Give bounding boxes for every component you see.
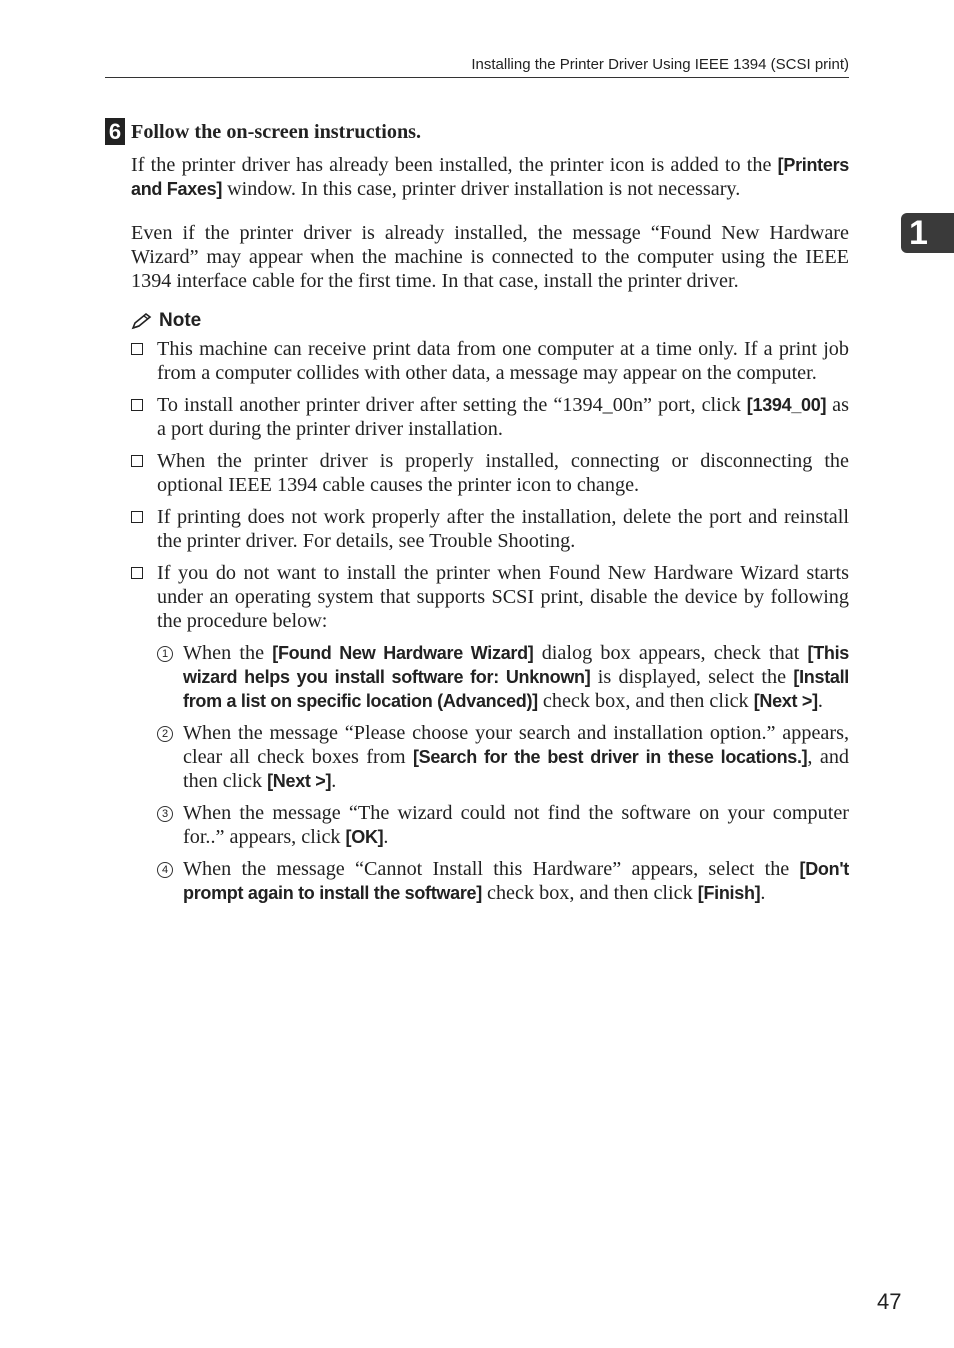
text: , and then click: [183, 746, 850, 793]
paragraph-already-installed: [131, 153, 849, 201]
procedure-text: [183, 641, 849, 713]
ui-label-search-best-driver: [Search for the best driver in these locations.]: [412, 747, 808, 768]
text: check box, and then click: [481, 882, 698, 905]
running-header: [105, 56, 849, 78]
note-heading: [131, 309, 849, 333]
step-heading: [105, 118, 849, 145]
note-item: [131, 505, 849, 553]
note-item: [131, 561, 849, 633]
procedure-text: [183, 801, 849, 849]
procedure-step: [157, 801, 849, 849]
text: is displayed, select the: [590, 666, 794, 689]
ui-label-1394-00: [1394_00]: [746, 395, 827, 416]
ui-label-printers-and-faxes: [Printers and Faxes]: [131, 155, 849, 199]
text: .: [760, 882, 766, 905]
text: as a port during the printer driver installation.: [157, 394, 849, 441]
circled-number-icon: 2: [157, 726, 173, 742]
note-title: Note: [159, 310, 202, 332]
note-text: If you do not want to install the printer when Found New Hardware Wizard starts under an operating system that supports SCSI print, disable the device by following the procedure below:: [157, 562, 849, 633]
ui-label-dont-prompt-again: [Don't prompt again to install the software]: [183, 859, 849, 904]
text: .: [383, 826, 389, 849]
procedure-step: [157, 857, 849, 905]
checkbox-bullet-icon: [131, 399, 143, 411]
checkbox-bullet-icon: [131, 455, 143, 467]
note-item: [131, 393, 849, 441]
circled-number-icon: 3: [157, 806, 173, 822]
checkbox-bullet-icon: [131, 343, 143, 355]
pencil-icon: [131, 312, 155, 330]
note-text: This machine can receive print data from one computer at a time only. If a print job from a computer collides with other data, a message may appear on the computer.: [157, 338, 849, 385]
ui-label-finish: [Finish]: [697, 883, 761, 904]
note-text: [157, 393, 849, 441]
text: If the printer driver has already been installed, the printer icon is added to the: [131, 154, 778, 176]
text: window. In this case, printer driver installation is not necessary.: [222, 178, 741, 200]
procedure-text: [183, 721, 849, 793]
ui-label-found-new-hardware-wizard: [Found New Hardware Wizard]: [272, 643, 534, 664]
text: .: [817, 690, 823, 713]
ui-label-next: [Next >]: [753, 691, 818, 712]
ui-label-ok: [OK]: [345, 827, 384, 848]
ui-label-install-from-list: [Install from a list on specific location (Advanced)]: [183, 667, 849, 712]
text: check box, and then click: [537, 690, 754, 713]
text: When the message “Please choose your search and installation option.” appears, clear all check boxes from: [183, 722, 849, 769]
ui-label-next: [Next >]: [267, 771, 332, 792]
text: When the: [183, 642, 273, 665]
note-text: When the printer driver is properly installed, connecting or disconnecting the optional IEEE 1394 cable causes the printer icon to change.: [157, 450, 849, 497]
text: When the message “Cannot Install this Hardware” appears, select the: [183, 858, 800, 881]
procedure-step: [157, 721, 849, 793]
text: .: [331, 770, 337, 793]
step-title: Follow the on-screen instructions.: [131, 120, 422, 143]
checkbox-bullet-icon: [131, 511, 143, 523]
procedure-text: [183, 857, 849, 905]
text: dialog box appears, check that: [533, 642, 808, 665]
note-item: [131, 337, 849, 385]
running-title: Installing the Printer Driver Using IEEE 1394 (SCSI print): [471, 56, 849, 73]
procedure-step: [157, 641, 849, 713]
note-text: If printing does not work properly after the installation, delete the port and reinstall the printer driver. For details, see Trouble Shooting.: [157, 506, 849, 553]
ui-label-wizard-helps: [This wizard helps you install software for: Unknown]: [183, 643, 849, 688]
page-content: [105, 118, 849, 913]
chapter-tab: [901, 213, 954, 253]
checkbox-bullet-icon: [131, 567, 143, 579]
chapter-number: 1: [909, 213, 928, 252]
page-number: 47: [877, 1289, 902, 1314]
text: When the message “The wizard could not find the software on your computer for..” appears, click: [183, 802, 849, 849]
note-item: [131, 449, 849, 497]
step-number-icon: 6: [105, 118, 125, 145]
circled-number-icon: 1: [157, 646, 173, 662]
paragraph-found-new-hardware: Even if the printer driver is already installed, the message “Found New Hardware Wizard” may appear when the machine is connected to the computer using the IEEE 1394 interface cable for the first time. In that case, install the printer driver.: [131, 222, 849, 293]
text: To install another printer driver after setting the “1394_00n” port, click: [157, 394, 747, 417]
circled-number-icon: 4: [157, 862, 173, 878]
